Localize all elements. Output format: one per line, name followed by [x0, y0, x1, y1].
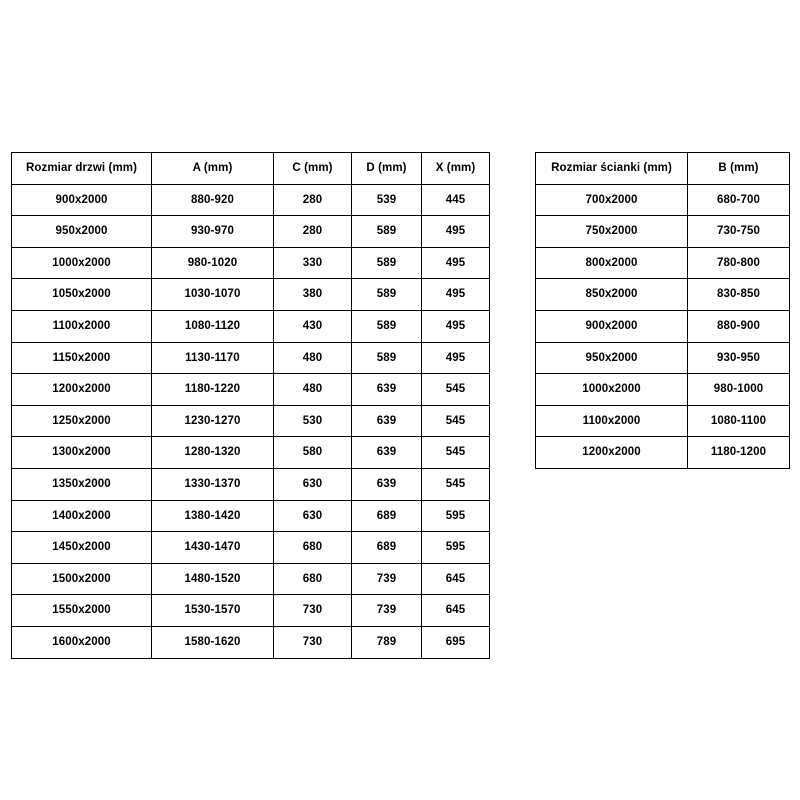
- cell-d: 639: [352, 437, 422, 469]
- cell-x: 545: [422, 468, 490, 500]
- cell-x: 495: [422, 342, 490, 374]
- cell-x: 495: [422, 216, 490, 248]
- cell-c: 730: [274, 626, 352, 658]
- cell-wall-size: 1100x2000: [536, 405, 688, 437]
- cell-wall-size: 1200x2000: [536, 437, 688, 469]
- cell-a: 1130-1170: [152, 342, 274, 374]
- wall-table-header: [536, 153, 790, 185]
- cell-d: 639: [352, 405, 422, 437]
- column-header-c: C (mm): [274, 153, 352, 185]
- cell-a: 1580-1620: [152, 626, 274, 658]
- table-row: [12, 437, 490, 469]
- table-row: [12, 563, 490, 595]
- doors-table-header: [12, 153, 490, 185]
- cell-c: 530: [274, 405, 352, 437]
- cell-c: 380: [274, 279, 352, 311]
- cell-d: 539: [352, 184, 422, 216]
- cell-a: 1530-1570: [152, 595, 274, 627]
- cell-door-size: 1300x2000: [12, 437, 152, 469]
- cell-a: 1180-1220: [152, 374, 274, 406]
- cell-a: 980-1020: [152, 247, 274, 279]
- column-header-b: B (mm): [688, 153, 790, 185]
- column-header-door-size: Rozmiar drzwi (mm): [12, 153, 152, 185]
- cell-d: 689: [352, 500, 422, 532]
- cell-wall-size: 1000x2000: [536, 374, 688, 406]
- cell-b: 980-1000: [688, 374, 790, 406]
- table-row: [536, 405, 790, 437]
- table-row: [536, 342, 790, 374]
- cell-c: 680: [274, 532, 352, 564]
- table-row: [536, 374, 790, 406]
- cell-c: 480: [274, 374, 352, 406]
- cell-x: 545: [422, 374, 490, 406]
- cell-x: 445: [422, 184, 490, 216]
- table-row: [12, 595, 490, 627]
- table-row: [536, 216, 790, 248]
- cell-d: 689: [352, 532, 422, 564]
- cell-d: 589: [352, 342, 422, 374]
- table-header-row: [12, 153, 490, 185]
- cell-d: 739: [352, 563, 422, 595]
- cell-c: 280: [274, 216, 352, 248]
- column-header-a: A (mm): [152, 153, 274, 185]
- cell-a: 1480-1520: [152, 563, 274, 595]
- cell-c: 430: [274, 310, 352, 342]
- wall-panel-dimensions-table: [535, 152, 790, 469]
- cell-door-size: 1050x2000: [12, 279, 152, 311]
- cell-c: 730: [274, 595, 352, 627]
- cell-b: 780-800: [688, 247, 790, 279]
- cell-door-size: 1250x2000: [12, 405, 152, 437]
- table-row: [12, 532, 490, 564]
- cell-wall-size: 700x2000: [536, 184, 688, 216]
- cell-d: 639: [352, 374, 422, 406]
- cell-door-size: 1550x2000: [12, 595, 152, 627]
- wall-table-body: [536, 184, 790, 468]
- cell-b: 880-900: [688, 310, 790, 342]
- doors-dimensions-table: [11, 152, 490, 659]
- cell-x: 695: [422, 626, 490, 658]
- cell-x: 545: [422, 405, 490, 437]
- table-row: [12, 342, 490, 374]
- cell-b: 1080-1100: [688, 405, 790, 437]
- cell-c: 480: [274, 342, 352, 374]
- cell-door-size: 950x2000: [12, 216, 152, 248]
- cell-d: 589: [352, 310, 422, 342]
- table-row: [536, 279, 790, 311]
- cell-x: 495: [422, 279, 490, 311]
- table-row: [536, 437, 790, 469]
- cell-b: 680-700: [688, 184, 790, 216]
- cell-door-size: 900x2000: [12, 184, 152, 216]
- cell-d: 739: [352, 595, 422, 627]
- cell-door-size: 1200x2000: [12, 374, 152, 406]
- cell-a: 1330-1370: [152, 468, 274, 500]
- cell-c: 280: [274, 184, 352, 216]
- doors-table-body: [12, 184, 490, 658]
- table-row: [12, 405, 490, 437]
- cell-b: 730-750: [688, 216, 790, 248]
- cell-wall-size: 900x2000: [536, 310, 688, 342]
- cell-a: 1030-1070: [152, 279, 274, 311]
- column-header-d: D (mm): [352, 153, 422, 185]
- cell-d: 589: [352, 216, 422, 248]
- table-row: [12, 247, 490, 279]
- cell-x: 595: [422, 532, 490, 564]
- cell-door-size: 1600x2000: [12, 626, 152, 658]
- table-row: [12, 374, 490, 406]
- cell-c: 330: [274, 247, 352, 279]
- cell-door-size: 1450x2000: [12, 532, 152, 564]
- table-row: [12, 626, 490, 658]
- cell-x: 545: [422, 437, 490, 469]
- table-header-row: [536, 153, 790, 185]
- cell-d: 589: [352, 279, 422, 311]
- table-row: [12, 216, 490, 248]
- cell-door-size: 1100x2000: [12, 310, 152, 342]
- cell-door-size: 1350x2000: [12, 468, 152, 500]
- cell-door-size: 1500x2000: [12, 563, 152, 595]
- cell-x: 495: [422, 247, 490, 279]
- cell-wall-size: 950x2000: [536, 342, 688, 374]
- cell-wall-size: 800x2000: [536, 247, 688, 279]
- column-header-x: X (mm): [422, 153, 490, 185]
- table-row: [12, 310, 490, 342]
- cell-a: 880-920: [152, 184, 274, 216]
- cell-x: 595: [422, 500, 490, 532]
- cell-c: 630: [274, 468, 352, 500]
- cell-d: 789: [352, 626, 422, 658]
- cell-c: 630: [274, 500, 352, 532]
- cell-a: 930-970: [152, 216, 274, 248]
- cell-d: 589: [352, 247, 422, 279]
- cell-x: 495: [422, 310, 490, 342]
- cell-door-size: 1400x2000: [12, 500, 152, 532]
- cell-door-size: 1000x2000: [12, 247, 152, 279]
- table-row: [536, 247, 790, 279]
- cell-b: 1180-1200: [688, 437, 790, 469]
- cell-wall-size: 850x2000: [536, 279, 688, 311]
- table-row: [12, 279, 490, 311]
- cell-wall-size: 750x2000: [536, 216, 688, 248]
- cell-a: 1430-1470: [152, 532, 274, 564]
- table-row: [536, 310, 790, 342]
- column-header-wall-size: Rozmiar ścianki (mm): [536, 153, 688, 185]
- cell-a: 1280-1320: [152, 437, 274, 469]
- cell-a: 1230-1270: [152, 405, 274, 437]
- cell-a: 1080-1120: [152, 310, 274, 342]
- cell-d: 639: [352, 468, 422, 500]
- table-row: [12, 184, 490, 216]
- cell-c: 680: [274, 563, 352, 595]
- table-row: [536, 184, 790, 216]
- cell-x: 645: [422, 595, 490, 627]
- cell-c: 580: [274, 437, 352, 469]
- cell-a: 1380-1420: [152, 500, 274, 532]
- cell-b: 930-950: [688, 342, 790, 374]
- cell-door-size: 1150x2000: [12, 342, 152, 374]
- cell-x: 645: [422, 563, 490, 595]
- table-row: [12, 468, 490, 500]
- cell-b: 830-850: [688, 279, 790, 311]
- table-row: [12, 500, 490, 532]
